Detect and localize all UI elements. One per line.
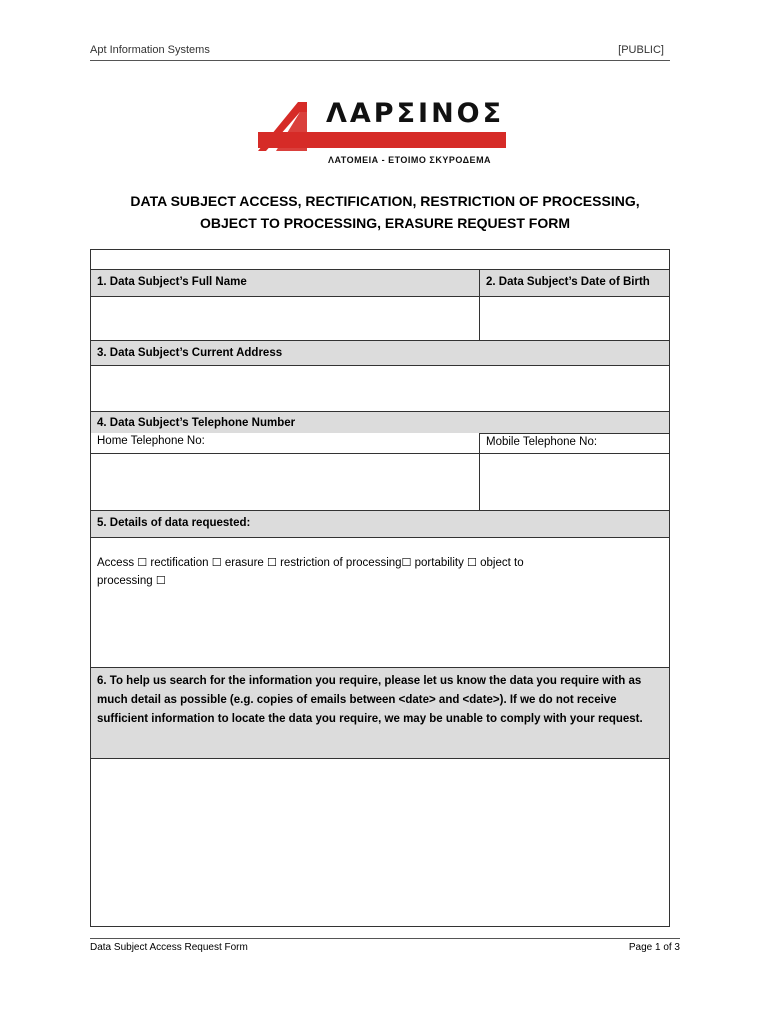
- company-logo: [258, 98, 508, 170]
- option-restriction-label: restriction of processing: [280, 557, 402, 569]
- title-line-2: OBJECT TO PROCESSING, ERASURE REQUEST FORM: [199, 215, 570, 231]
- logo-tagline: ΛΑΤΟΜΕΙΑ - ΕΤΟΙΜΟ ΣΚΥΡΟΔΕΜΑ: [328, 155, 492, 165]
- portability-checkbox[interactable]: ☐: [467, 556, 477, 569]
- full-name-field[interactable]: [91, 296, 479, 340]
- mobile-telephone-label: Mobile Telephone No:: [479, 433, 669, 453]
- access-checkbox[interactable]: ☐: [137, 556, 148, 569]
- page-footer: [90, 938, 680, 958]
- rectification-checkbox[interactable]: ☐: [211, 556, 222, 569]
- title-line-1: DATA SUBJECT ACCESS, RECTIFICATION, RESTRICTION OF PROCESSING,: [130, 193, 640, 209]
- object-checkbox[interactable]: ☐: [155, 574, 166, 587]
- restriction-checkbox[interactable]: ☐: [401, 556, 412, 569]
- data-details-field[interactable]: [91, 758, 669, 926]
- erasure-checkbox[interactable]: ☐: [267, 556, 277, 569]
- address-field[interactable]: [91, 365, 669, 411]
- option-rectification-label: rectification: [150, 557, 209, 569]
- option-portability-label: portability: [414, 557, 464, 569]
- header-classification: [PUBLIC]: [618, 44, 664, 56]
- request-options: [91, 537, 669, 667]
- form-top-spacer: [91, 250, 669, 269]
- telephone-label: 4. Data Subject’s Telephone Number: [91, 411, 669, 433]
- mobile-telephone-field[interactable]: [479, 453, 669, 510]
- option-object-label-b: processing: [97, 575, 153, 587]
- dob-label: 2. Data Subject’s Date of Birth: [479, 269, 669, 296]
- request-form: [90, 249, 670, 927]
- footer-page-number: Page 1 of 3: [628, 942, 680, 953]
- option-access-label: Access: [97, 557, 135, 569]
- option-erasure-label: erasure: [224, 557, 264, 569]
- logo-red-bar: [258, 132, 506, 148]
- home-telephone-label: Home Telephone No:: [97, 435, 205, 447]
- dob-field[interactable]: [479, 296, 669, 340]
- logo-name: ΛΑΡΣΙΝΟΣ: [326, 98, 505, 129]
- header-org: Apt Information Systems: [90, 44, 210, 56]
- footer-doc-name: Data Subject Access Request Form: [90, 942, 248, 953]
- page-header: [90, 44, 670, 61]
- details-label: 5. Details of data requested:: [91, 510, 669, 537]
- full-name-label: 1. Data Subject’s Full Name: [91, 269, 479, 296]
- form-title: [100, 190, 670, 234]
- option-object-label-a: object to: [480, 557, 524, 569]
- home-telephone-field[interactable]: [91, 453, 479, 510]
- search-instructions: 6. To help us search for the information you require, please let us know the data you require with as much detail as possible (e.g. copies of emails between <date> and <date>). If we do not receive sufficient information to locate the data you require, we may be unable to comply with your request.: [91, 667, 669, 758]
- address-label: 3. Data Subject’s Current Address: [91, 340, 669, 365]
